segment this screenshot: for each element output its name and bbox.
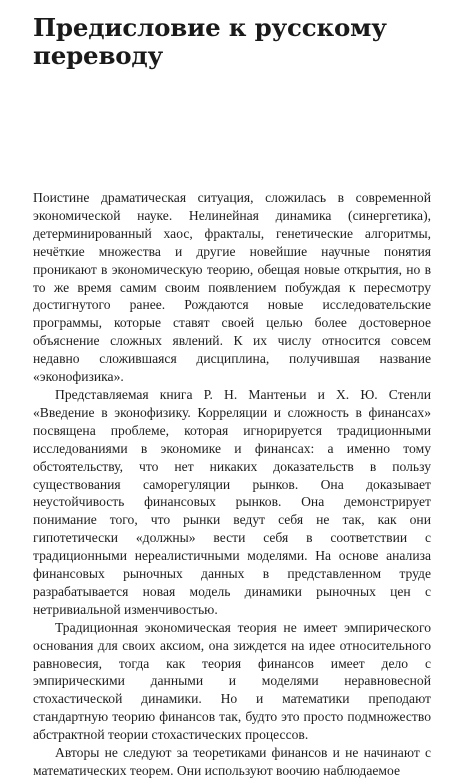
paragraph-3: Традиционная экономическая теория не имеет эмпирического основания для своих аксиом, она зиждется на идее относительного равновесия, тогда как теория финансов имеет дело с эмпирическими данными и моделями неравновесной стохастической динамики. Но и математики преподают стандартную теорию финансов так, будто это просто подмножество абстрактной теории стохастических процессов. [33, 619, 431, 743]
paragraph-2: Представляемая книга Р. Н. Мантеньи и Х. Ю. Стенли «Введение в эконофизику. Корреляции и сложность в финансах» посвящена проблеме, которая игнорируется традиционными исследованиями в экономике и финансах: а именно тому обстоятельству, что нет никаких доказательств в пользу существования саморегуляции рынков. Она доказывает неустойчивость финансовых рынков. Она демонстрирует понимание того, что рынки ведут себя не так, как они гипотетически «должны» вести себя в соответствии с традиционными нереалистичными моделями. На основе анализа финансовых рыночных данных в представленном труде разрабатывается новая модель динамики рыночных цен с нетривиальной изменчивостью. [33, 386, 431, 617]
body-text [33, 189, 431, 780]
page-title: Предисловие к русскому переводу [33, 13, 387, 70]
paragraph-4: Авторы не следуют за теоретиками финансов и не начинают с математических теорем. Они используют воочию наблюдаемое [33, 745, 431, 778]
paragraph-1: Поистине драматическая ситуация, сложилась в современной экономической науке. Нелинейная динамика (синергетика), детерминированный хаос, фракталы, генетические алгоритмы, нечёткие множества и другие новейшие научные понятия проникают в экономическую теорию, обещая новые открытия, но в то же время самим своим появлением побуждая к пересмотру достигнутого ранее. Рождаются новые исследовательские программы, которые ставят своей целью более достоверное объяснение сложных явлений. К их числу относится совсем недавно сложившаяся дисциплина, получившая название «эконофизика». [33, 190, 431, 385]
